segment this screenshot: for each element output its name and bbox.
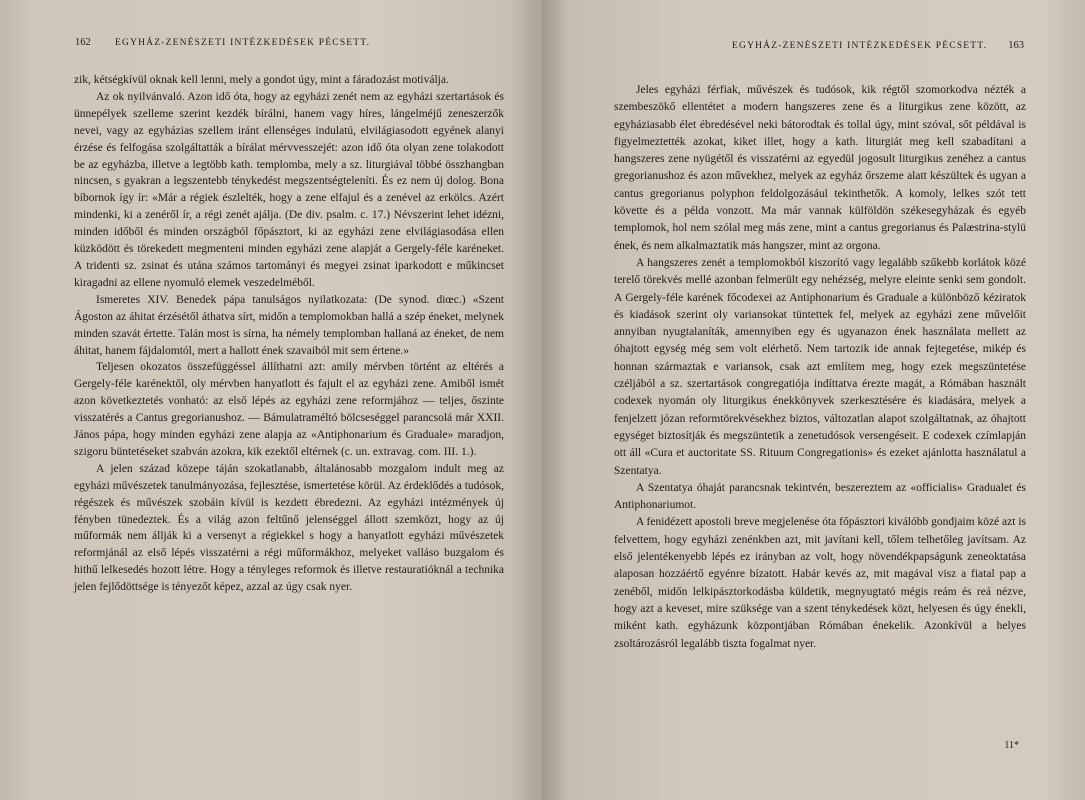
paragraph: A Szentatya óhaját parancsnak tekintvén, beszereztem az «officialis» Gradualet és Antiphonariumot. <box>614 481 1026 512</box>
paragraph: A hangszeres zenét a templomokból kiszorító vagy legalább szűkebb korlátok közé terelő törekvés mellé azonban felmerült egy nehézség, melyre eleinte senki sem gondolt. A Gergely-féle karének főcodexei az Antiphonarium és Graduale a különböző kéziratok és kiadások szerint oly variansokat tüntettek fel, melyek az egyházi zene művelőit annyiban nyugtalaníták, amennyiben egy és ugyanazon ének használata mellett az óhajtott egység még sem volt elérhető. Nem tartozik ide annak fejtegetése, mikép és honnan származtak e variansok, csak azt említem meg, hogy ezek megszüntetése czéljából a sz. szertartások congregatiója indíttatva érezte magát, a Rómában használt codexek nyomán oly liturgikus énekkönyvek szerkesztésére és kiadására, melyek a fenjelzett józan reformtörekvésekhez biztos, változatlan alapot szolgáltatnak, az óhajtott egységet biztosítják és megszüntetik a zenetudósok versengéseit. E codexek czímlapján ott áll «Cura et auctoritate SS. Rituum Congregationis» és ezeket ajánlotta használatul a Szentatya. <box>614 256 1026 477</box>
right-running-head: EGYHÁZ-ZENÉSZETI INTÉZKEDÉSEK PÉCSETT. <box>732 41 988 51</box>
signature-mark: 11* <box>1004 740 1019 751</box>
right-page-number: 163 <box>1008 40 1024 51</box>
left-page-body <box>74 72 504 596</box>
left-page-number: 162 <box>75 37 91 48</box>
paragraph: Ismeretes XIV. Benedek pápa tanulságos nyilatkozata: (De synod. diœc.) «Szent Ágoston az áhitat érzésétől áthatva sírt, midőn a templomokban hallá a szép éneket, melynek minden szavát értette. Talán most is sírna, ha némely templomban hallaná az éneket, de nem áhitat, hanem fájdalomtól, mert a hallott ének szavaiból mit sem értene.» <box>74 293 504 357</box>
paragraph: A fenidézett apostoli breve megjelenése óta főpásztori kiválóbb gondjaim közé azt is felvettem, hogy egyházi zenénkben azt, mit javítani kell, tőlem telhetőleg javítsam. Az első jelentékenyebb lépés ez irányban az volt, hogy növendékpapságunk zeneoktatása alaposan hozzáértő egyénre bízatott. Habár kevés az, mit magával visz a fiatal pap a zenéből, midőn lelkipásztorkodásba küldetik, megnyugtató mégis reám és reá nézve, hogy azt a keveset, mire szüksége van a szent ténykedések közt, helyesen és úgy énekli, miként kath. egyházunk központjában Rómában énekelik. Azonkívül a helyes zsoltározásról legalább tiszta fogalmat nyer. <box>614 516 1026 650</box>
paragraph: A jelen század közepe táján szokatlanabb, általánosabb mozgalom indult meg az egyházi művészetek tanulmányozása, fejlesztése, ismertetése körül. Az érdeklődés a tudósok, régészek és művészek szobáin kívül is kezdett ébredezni. Az egyházi intézmények új fényben tünedeztek. És a világ azon feltűnő jelenséggel állott szemközt, hogy az új műformák nem állják ki a versenyt a régiekkel s hogy a hanyatlott egyházi művészetek reformjánál az első lépés visszatérni a régi műformákhoz, melyeket valláso buzgalom és hithű lelkesedés hozott létre. Hogy a tényleges reformok és illetve restauratióknál a technika jelen fejlődöttsége is tényezőt képez, azzal az úgy csak nyer. <box>74 462 504 594</box>
paragraph: Jeles egyházi férfiak, művészek és tudósok, kik régtől szomorkodva nézték a szembeszökő ellentétet a modern hangszeres zene és a liturgikus zene között, az egyháziasabb élet ébredésével neki bátorodtak és tollal úgy, mint szóval, sőt példával is figyelmeztették azokat, kiket illet, hogy a kath. liturgiát meg kell szabadítani a hangszeres zene nyügétől és visszatérni az egyedül jogosult liturgikus zenéhez a cantus gregorianushoz és azon művekhez, melyek az egyház őrszeme alatt készültek és ugyan a cantus gregorianus polyphon feldolgozásául tekinthetők. A komoly, lelkes szót tett követte és a példa vonzott. Ma már vannak külföldön székesegyházak és egyéb templomok, hol nem szólal meg más zene, mint a cantus gregorianus és Palæstrina-stylü ének, és nem alkalmaztatik más hangszer, mint az orgona. <box>614 84 1026 252</box>
paragraph: Teljesen okozatos összefüggéssel állíthatni azt: amily mérvben történt az eltérés a Gergely-féle karénektől, oly mérvben hanyatlott és fajult el az egyházi zene. Amiből ismét azon következtetés vonható: az első lépés az egyházi zene reformjához — teljes, őszinte visszatérés a Cantus gregorianushoz. — Bámulatraméltó bölcseséggel parancsolá már XXII. János pápa, hogy minden egyházi zene alapja az «Antiphonarium és Graduale» maradjon, szigoru büntetéseket szabván azokra, kik ezektől eltérnek (c. un. extravag. com. III. 1.). <box>74 361 504 458</box>
left-running-head: EGYHÁZ-ZENÉSZETI INTÉZKEDÉSEK PÉCSETT. <box>115 38 371 48</box>
paragraph: zik, kétségkívül oknak kell lenni, mely a gondot úgy, mint a fáradozást motiválja. <box>74 74 449 86</box>
left-page <box>0 0 542 800</box>
paragraph: Az ok nyilvánvaló. Azon idő óta, hogy az egyházi zenét nem az egyházi szertartások és ünnepélyek szelleme szerint kezdék bírálni, hanem vagy híres, lángelméjű zeneszerzők nevei, vagy az egyházias szellem iránt ellenséges indulatú, elvilágiasodott egyének alanyi érzése és felfogása szolgáltatták a bírálat mérvvesszejét: azon idő óta olyan zene tolakodott be az egyházba, illetve a legtöbb kath. templomba, mely a sz. liturgiával többé összhangban nincsen, s gyakran a legszentebb ténykedést megszentségteleníti. És ez nem új dolog. Bona bíbornok így ír: «Már a régiek észlelték, hogy a zene elfajul és a zenével az erkölcs. Azért mindenki, ki a zenéről ír, a régi zenét ajálja. (De div. psalm. c. 17.) Névszerint lehet idézni, minden időből és minden országból főpásztort, ki az egyházi zene elvilágiasodása ellen küzködött és törekedett megmenteni minden egyházi zene alapját a Gergely-féle karéneket. A tridenti sz. zsinat és utána számos tartományi és megyei zsinat iparkodott e műkincset kiragadni az ellene nyomuló elemek veszedelméből. <box>74 90 504 289</box>
right-page-body <box>614 82 1026 653</box>
right-page <box>542 0 1085 800</box>
